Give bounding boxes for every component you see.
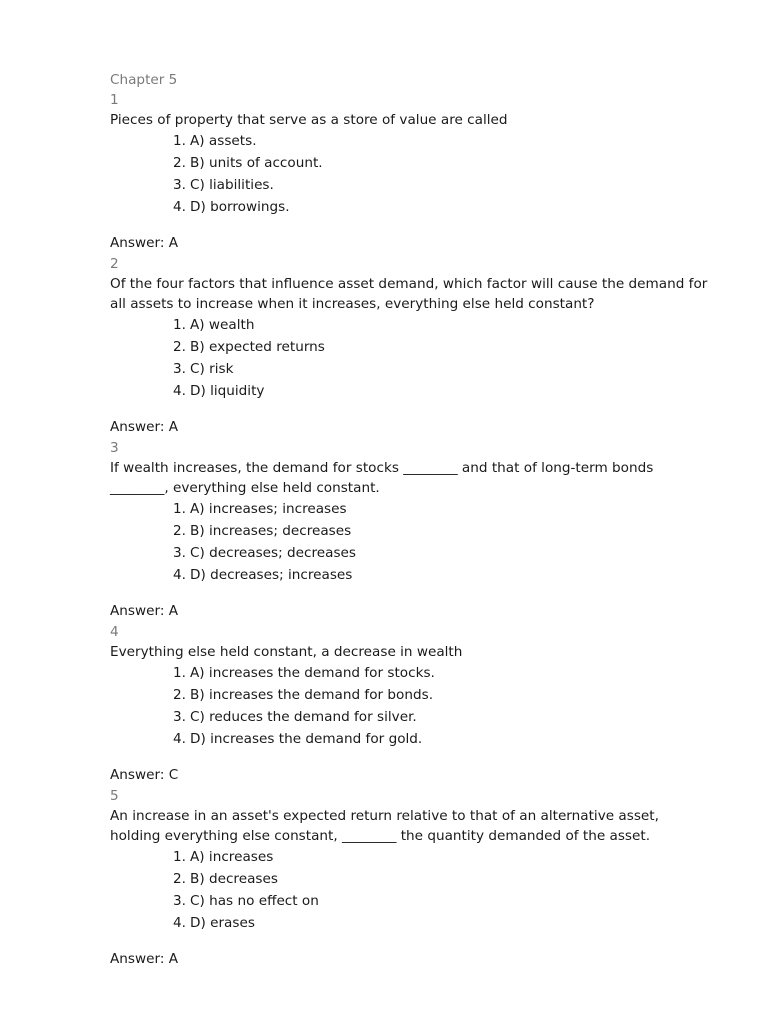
option-text: B) units of account.: [190, 155, 323, 171]
option-item: [110, 542, 710, 564]
question-2: [110, 254, 710, 438]
option-number: 2.: [173, 871, 186, 887]
option-number: 2.: [173, 687, 186, 703]
question-1: [110, 90, 710, 254]
option-text: C) reduces the demand for silver.: [190, 709, 417, 725]
option-number: 3.: [173, 545, 186, 561]
option-number: 3.: [173, 709, 186, 725]
option-number: 2.: [173, 523, 186, 539]
question-number: 1: [110, 92, 119, 108]
answer-options: [110, 662, 710, 750]
answer-line: Answer: C: [110, 767, 179, 783]
answer-options: [110, 130, 710, 218]
question-text: Pieces of property that serve as a store of value are called: [110, 112, 508, 128]
option-text: D) liquidity: [190, 383, 265, 399]
option-text: B) increases the demand for bonds.: [190, 687, 434, 703]
question-number: 5: [110, 788, 119, 804]
option-item: [110, 380, 710, 402]
option-number: 3.: [173, 893, 186, 909]
option-item: [110, 498, 710, 520]
option-text: A) increases the demand for stocks.: [190, 665, 435, 681]
answer-line: Answer: A: [110, 235, 179, 251]
option-text: C) liabilities.: [190, 177, 274, 193]
option-number: 4.: [173, 567, 186, 583]
option-text: C) decreases; decreases: [190, 545, 356, 561]
option-number: 1.: [173, 133, 186, 149]
option-number: 2.: [173, 339, 186, 355]
question-4: [110, 622, 710, 786]
question-5: [110, 786, 710, 970]
option-text: D) decreases; increases: [190, 567, 353, 583]
option-text: D) borrowings.: [190, 199, 290, 215]
document-page: [110, 70, 710, 970]
option-item: [110, 196, 710, 218]
option-text: C) risk: [190, 361, 234, 377]
question-3: [110, 438, 710, 622]
question-number: 2: [110, 256, 119, 272]
option-item: [110, 662, 710, 684]
option-item: [110, 130, 710, 152]
option-text: B) decreases: [190, 871, 278, 887]
answer-line: Answer: A: [110, 603, 179, 619]
option-number: 4.: [173, 199, 186, 215]
option-item: [110, 314, 710, 336]
option-text: A) wealth: [190, 317, 255, 333]
answer-options: [110, 846, 710, 934]
option-item: [110, 728, 710, 750]
option-text: D) increases the demand for gold.: [190, 731, 423, 747]
option-item: [110, 358, 710, 380]
option-number: 4.: [173, 383, 186, 399]
question-number: 4: [110, 624, 119, 640]
option-number: 1.: [173, 317, 186, 333]
option-item: [110, 564, 710, 586]
option-number: 1.: [173, 501, 186, 517]
option-item: [110, 912, 710, 934]
option-item: [110, 684, 710, 706]
option-item: [110, 846, 710, 868]
chapter-title: Chapter 5: [110, 72, 178, 88]
answer-line: Answer: A: [110, 951, 179, 967]
option-number: 1.: [173, 849, 186, 865]
option-number: 4.: [173, 731, 186, 747]
question-text: Of the four factors that influence asset demand, which factor will cause the demand for all assets to increase when it increases, everything else held constant?: [110, 276, 708, 312]
option-text: A) increases: [190, 849, 274, 865]
option-number: 3.: [173, 177, 186, 193]
option-text: C) has no effect on: [190, 893, 319, 909]
option-number: 4.: [173, 915, 186, 931]
option-item: [110, 706, 710, 728]
answer-line: Answer: A: [110, 419, 179, 435]
option-text: D) erases: [190, 915, 255, 931]
option-number: 1.: [173, 665, 186, 681]
option-number: 3.: [173, 361, 186, 377]
option-item: [110, 174, 710, 196]
option-text: B) expected returns: [190, 339, 325, 355]
option-item: [110, 520, 710, 542]
option-text: A) increases; increases: [190, 501, 347, 517]
answer-options: [110, 314, 710, 402]
option-item: [110, 868, 710, 890]
option-item: [110, 152, 710, 174]
question-number: 3: [110, 440, 119, 456]
answer-options: [110, 498, 710, 586]
question-text: If wealth increases, the demand for stocks ________ and that of long-term bonds ________, everything else held constant.: [110, 460, 654, 496]
option-item: [110, 890, 710, 912]
option-number: 2.: [173, 155, 186, 171]
option-item: [110, 336, 710, 358]
question-text: Everything else held constant, a decrease in wealth: [110, 644, 463, 660]
option-text: A) assets.: [190, 133, 257, 149]
question-text: An increase in an asset's expected return relative to that of an alternative asset, holding everything else constant, ________ the quantity demanded of the asset.: [110, 808, 659, 844]
option-text: B) increases; decreases: [190, 523, 352, 539]
